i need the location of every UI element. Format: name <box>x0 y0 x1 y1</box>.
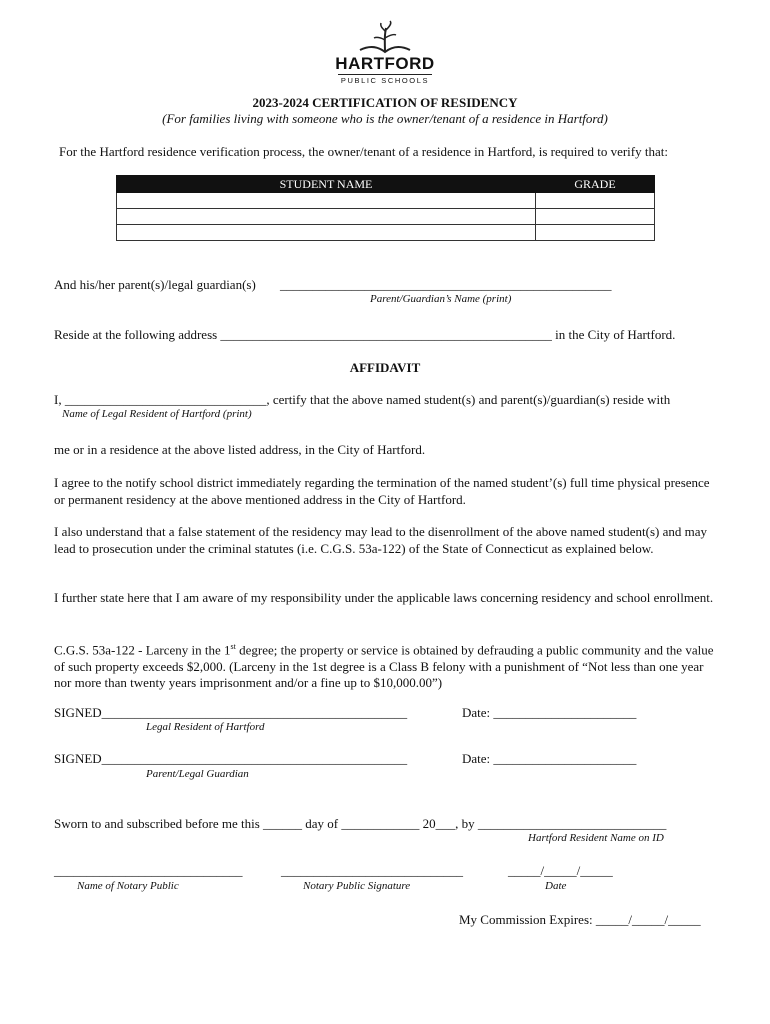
grade-cell[interactable] <box>536 193 655 209</box>
logo-divider <box>338 74 432 75</box>
affidavit-paragraph-1: me or in a residence at the above listed address, in the City of Hartford. <box>54 442 426 457</box>
resident-signature-line[interactable]: SIGNED_______________________________________________ <box>54 705 408 720</box>
affidavit-paragraph-4: I further state here that I am aware of my responsibility under the applicable laws concerning residency and school enrollment. <box>54 590 714 605</box>
guardian-name-field[interactable]: ___________________________________________________ <box>280 277 612 292</box>
student-table <box>116 175 655 241</box>
notary-date-field[interactable]: _____/_____/_____ <box>508 863 613 878</box>
affidavit-paragraph-5 <box>54 639 716 692</box>
sworn-statement[interactable]: Sworn to and subscribed before me this ______ day of ____________ 20___, by _____________________________ <box>54 816 667 831</box>
notary-name-field[interactable]: _____________________________ <box>54 863 243 878</box>
guardian-caption: Parent/Guardian’s Name (print) <box>370 293 512 305</box>
guardian-signature-date[interactable]: Date: ______________________ <box>462 751 637 766</box>
grade-cell[interactable] <box>536 225 655 241</box>
sworn-caption: Hartford Resident Name on ID <box>528 832 664 844</box>
commission-expires[interactable]: My Commission Expires: _____/_____/_____ <box>459 912 701 927</box>
logo-name: HARTFORD <box>335 54 435 73</box>
statute-text-start: C.G.S. 53a-122 - Larceny in the 1 <box>54 642 231 658</box>
notary-date-caption: Date <box>545 880 567 892</box>
document-subtitle: (For families living with someone who is the owner/tenant of a residence in Hartford) <box>162 111 608 126</box>
statute-text-end: degree; the property or service is obtained by defrauding a public community and the value of such property exceeds $2,000. (Larceny in the 1st degree is a Class B felony with a punishment of “Not less than one year nor more than twenty years imprisonment and/or a fine up to $10,000.00”) <box>54 642 714 691</box>
table-row <box>117 193 655 209</box>
table-row <box>117 209 655 225</box>
resident-signature-caption: Legal Resident of Hartford <box>146 721 265 733</box>
affidavit-paragraph-3: I also understand that a false statement of the residency may lead to the disenrollment of the above named student(s) and may lead to prosecution under the criminal statutes (i.e. C.G.S. 53a-122) of the State of Connecticut as explained below. <box>54 524 708 556</box>
address-line[interactable]: Reside at the following address ___________________________________________________ in the City of Hartford. <box>54 327 676 342</box>
table-row <box>117 225 655 241</box>
grade-header: GRADE <box>536 176 655 193</box>
student-name-header: STUDENT NAME <box>117 176 536 193</box>
ordinal-suffix: st <box>230 642 236 651</box>
tree-book-icon <box>330 20 440 56</box>
guardian-label: And his/her parent(s)/legal guardian(s) <box>54 277 256 292</box>
grade-cell[interactable] <box>536 209 655 225</box>
affidavit-resident-line[interactable]: I, _______________________________, certify that the above named student(s) and parent(s)/guardian(s) reside with <box>54 392 671 407</box>
intro-text: For the Hartford residence verification process, the owner/tenant of a residence in Hartford, is required to verify that: <box>59 144 668 159</box>
table-header-row <box>117 176 655 193</box>
hartford-public-schools-logo <box>330 20 440 86</box>
student-name-cell[interactable] <box>117 209 536 225</box>
student-name-cell[interactable] <box>117 225 536 241</box>
notary-signature-caption: Notary Public Signature <box>303 880 411 892</box>
resident-signature-date[interactable]: Date: ______________________ <box>462 705 637 720</box>
affidavit-paragraph-2: I agree to the notify school district immediately regarding the termination of the named student’(s) full time physical presence or permanent residency at the above mentioned address in the City of Hartford. <box>54 475 710 507</box>
notary-name-caption: Name of Notary Public <box>77 880 179 892</box>
affidavit-heading: AFFIDAVIT <box>349 360 421 375</box>
logo-subtitle: PUBLIC SCHOOLS <box>340 76 430 85</box>
guardian-signature-caption: Parent/Legal Guardian <box>146 768 249 780</box>
guardian-signature-line[interactable]: SIGNED_______________________________________________ <box>54 751 408 766</box>
notary-signature-field[interactable]: ____________________________ <box>281 863 463 878</box>
resident-name-caption: Name of Legal Resident of Hartford (print) <box>62 408 252 420</box>
document-title: 2023-2024 CERTIFICATION OF RESIDENCY <box>252 95 518 110</box>
student-name-cell[interactable] <box>117 193 536 209</box>
